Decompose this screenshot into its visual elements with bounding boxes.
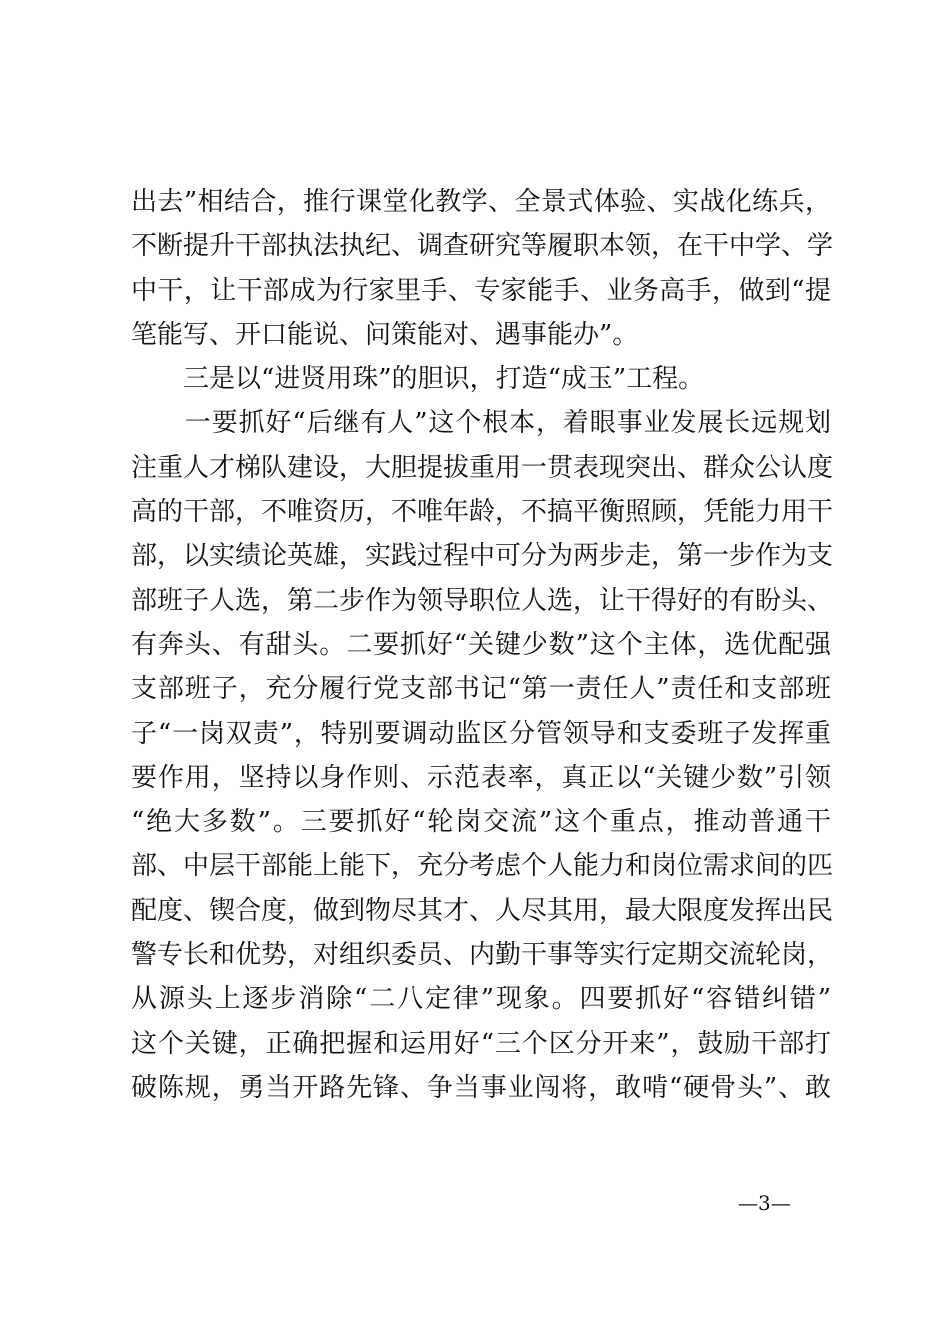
text-line: 要作用，坚持以身作则、示范表率，真正以“关键少数”引领 [131, 762, 831, 793]
text-line: 有奔头、有甜头。二要抓好“关键少数”这个主体，选优配强 [131, 629, 831, 660]
text-line: 子“一岗双责”，特别要调动监区分管领导和支委班子发挥重 [131, 718, 831, 749]
section-heading: 三是以“进贤用珠”的胆识，打造“成玉”工程。 [131, 364, 705, 395]
text-line: “绝大多数”。三要抓好“轮岗交流”这个重点，推动普通干 [131, 807, 831, 838]
text-line: 这个关键，正确把握和运用好“三个区分开来”，鼓励干部打 [131, 1028, 831, 1059]
text-line: 支部班子，充分履行党支部书记“第一责任人”责任和支部班 [131, 674, 831, 705]
body-text [131, 180, 834, 1110]
text-line: 部，以实绩论英雄，实践过程中可分为两步走，第一步作为支 [131, 541, 834, 572]
text-line: 从源头上逐步消除“二八定律”现象。四要抓好“容错纠错” [131, 984, 831, 1015]
text-line: 配度、锲合度，做到物尽其才、人尽其用，最大限度发挥出民 [131, 895, 834, 926]
text-line: 一要抓好“后继有人”这个根本，着眼事业发展长远规划 [131, 408, 831, 439]
text-line: 笔能写、开口能说、问策能对、遇事能办”。 [131, 319, 639, 350]
text-line: 部、中层干部能上能下，充分考虑个人能力和岗位需求间的匹 [131, 851, 834, 882]
text-line: 高的干部，不唯资历，不唯年龄，不搞平衡照顾，凭能力用干 [131, 497, 834, 528]
text-line: 注重人才梯队建设，大胆提拔重用一贯表现突出、群众公认度 [131, 452, 834, 483]
text-line: 破陈规，勇当开路先锋、争当事业闯将，敢啃“硬骨头”、敢 [131, 1072, 831, 1103]
text-line: 不断提升干部执法执纪、调查研究等履职本领，在干中学、学 [131, 231, 834, 262]
text-line: 部班子人选，第二步作为领导职位人选，让干得好的有盼头、 [131, 585, 834, 616]
text-line: 出去”相结合，推行课堂化教学、全景式体验、实战化练兵， [131, 187, 831, 217]
page-number: —3— [738, 1191, 791, 1215]
text-line: 中干，让干部成为行家里手、专家能手、业务高手，做到“提 [131, 275, 831, 306]
text-line: 警专长和优势，对组织委员、内勤干事等实行定期交流轮岗， [131, 940, 834, 971]
